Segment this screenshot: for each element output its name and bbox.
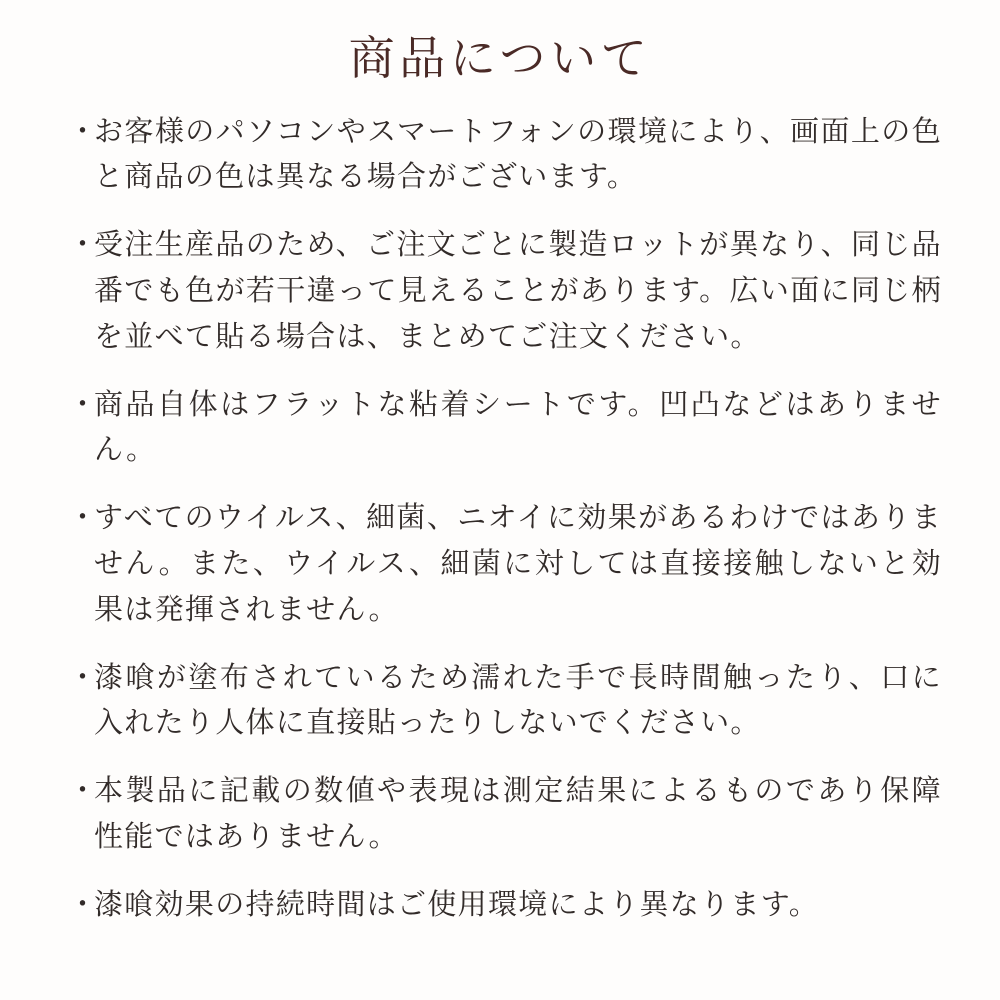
notes-list	[48, 110, 952, 929]
note-text: 商品自体はフラットな粘着シートです。凹凸などはありません。	[94, 388, 942, 467]
bullet-icon: ・	[68, 661, 99, 694]
list-item	[68, 223, 942, 360]
bullet-icon: ・	[68, 388, 99, 421]
list-item	[68, 110, 942, 202]
note-text: 受注生産品のため、ご注文ごとに製造ロットが異なり、同じ品番でも色が若干違って見えることがあります。広い面に同じ柄を並べて貼る場合は、まとめてご注文ください。	[94, 229, 942, 353]
page-title: 商品について	[348, 32, 652, 84]
bullet-icon: ・	[68, 115, 99, 148]
list-item	[68, 656, 942, 748]
list-item	[68, 383, 942, 475]
bullet-icon: ・	[68, 888, 99, 921]
note-text: 漆喰効果の持続時間はご使用環境により異なります。	[94, 888, 820, 921]
note-text: 本製品に記載の数値や表現は測定結果によるものであり保障性能ではありません。	[94, 775, 942, 854]
bullet-icon: ・	[68, 229, 99, 262]
bullet-icon: ・	[68, 502, 99, 535]
list-item	[68, 496, 942, 633]
list-item	[68, 883, 942, 929]
note-text: お客様のパソコンやスマートフォンの環境により、画面上の色と商品の色は異なる場合がございます。	[94, 115, 942, 194]
note-text: すべてのウイルス、細菌、ニオイに効果があるわけではありません。また、ウイルス、細菌に対しては直接接触しないと効果は発揮されません。	[94, 502, 942, 626]
bullet-icon: ・	[68, 775, 99, 808]
list-item	[68, 769, 942, 861]
note-text: 漆喰が塗布されているため濡れた手で長時間触ったり、口に入れたり人体に直接貼ったりしないでください。	[94, 661, 942, 740]
